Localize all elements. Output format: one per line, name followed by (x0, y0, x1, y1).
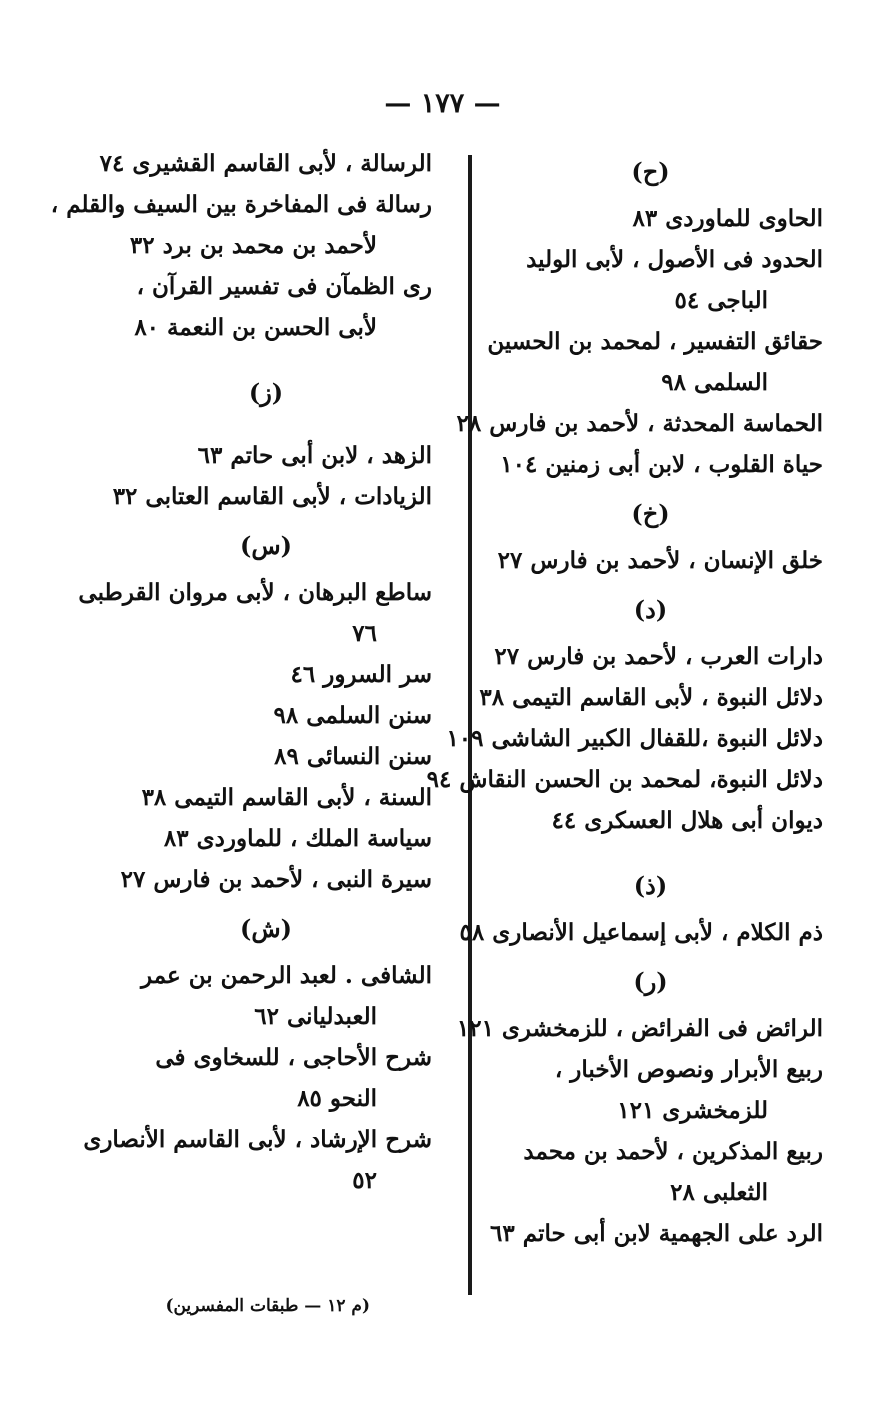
index-entry-continuation: الباجى ٥٤ (674, 287, 768, 314)
index-entry: رسالة فى المفاخرة بين السيف والقلم ، (50, 191, 432, 218)
section-heading-sin: (س) (239, 531, 292, 560)
index-entry: الرسالة ، لأبى القاسم القشيرى ٧٤ (99, 150, 432, 177)
right-column (426, 143, 823, 1254)
index-entry-continuation: ٥٢ (352, 1167, 377, 1194)
index-entry-continuation: النحو ٨٥ (297, 1085, 377, 1112)
index-entry-continuation: لأبى الحسن بن النعمة ٨٠ (134, 314, 377, 341)
index-entry-continuation: السلمى ٩٨ (661, 369, 768, 396)
index-entry-continuation: ٧٦ (352, 620, 377, 647)
page-footer-signature: (م ١٢ — طبقات المفسرين) (165, 1296, 370, 1316)
section-heading-shin: (ش) (239, 914, 292, 943)
index-entry: ديوان أبى هلال العسكرى ٤٤ (551, 807, 823, 834)
index-entry: خلق الإنسان ، لأحمد بن فارس ٢٧ (497, 547, 823, 574)
index-entry: سر السرور ٤٦ (290, 661, 432, 688)
section-heading-zay: (ز) (248, 378, 284, 407)
section-heading-ra: (ر) (633, 967, 668, 996)
index-entry-continuation: للزمخشرى ١٢١ (617, 1097, 768, 1124)
index-entry-continuation: لأحمد بن محمد بن برد ٣٢ (129, 232, 377, 259)
index-entry: دلائل النبوة ، لأبى القاسم التيمى ٣٨ (479, 684, 823, 711)
index-entry: دارات العرب ، لأحمد بن فارس ٢٧ (494, 643, 823, 670)
index-entry: ربيع المذكرين ، لأحمد بن محمد (523, 1138, 823, 1165)
index-entry: سياسة الملك ، للماوردى ٨٣ (163, 825, 432, 852)
index-entry: سنن النسائى ٨٩ (274, 743, 432, 770)
index-entry: حقائق التفسير ، لمحمد بن الحسين (487, 328, 823, 355)
section-heading-kha: (خ) (631, 499, 670, 528)
index-entry: الرائض فى الفرائض ، للزمخشرى ١٢١ (456, 1015, 823, 1042)
section-heading-dhal: (ذ) (633, 871, 668, 900)
index-entry: الحاوى للماوردى ٨٣ (632, 205, 823, 232)
index-entry: سنن السلمى ٩٨ (273, 702, 432, 729)
index-entry: ذم الكلام ، لأبى إسماعيل الأنصارى ٥٨ (459, 919, 823, 946)
section-heading-dal: (د) (633, 595, 668, 624)
index-entry: حياة القلوب ، لابن أبى زمنين ١٠٤ (500, 451, 823, 478)
index-entry: الحدود فى الأصول ، لأبى الوليد (526, 246, 823, 273)
index-entry: شرح الإرشاد ، لأبى القاسم الأنصارى (83, 1126, 432, 1153)
index-entry: دلائل النبوة، لمحمد بن الحسن النقاش ٩٤ (426, 766, 823, 793)
index-entry: ساطع البرهان ، لأبى مروان القرطبى (78, 579, 432, 606)
index-entry: ربيع الأبرار ونصوص الأخبار ، (554, 1056, 823, 1083)
index-entry: السنة ، لأبى القاسم التيمى ٣٨ (141, 784, 432, 811)
index-entry: سيرة النبى ، لأحمد بن فارس ٢٧ (120, 866, 432, 893)
index-entry: الزيادات ، لأبى القاسم العتابى ٣٢ (112, 483, 432, 510)
left-column (50, 143, 432, 1201)
index-entry-continuation: العبدليانى ٦٢ (254, 1003, 377, 1030)
section-heading-ha: (ح) (631, 157, 670, 186)
index-entry: الحماسة المحدثة ، لأحمد بن فارس ٢٨ (456, 410, 823, 437)
index-entry: شرح الأحاجى ، للسخاوى فى (155, 1044, 432, 1071)
index-entry: الشافى . لعبد الرحمن بن عمر (141, 962, 432, 989)
index-entry: الرد على الجهمية لابن أبى حاتم ٦٣ (490, 1220, 823, 1247)
index-entry: رى الظمآن فى تفسير القرآن ، (136, 273, 432, 300)
index-entry: الزهد ، لابن أبى حاتم ٦٣ (197, 442, 432, 469)
index-entry-continuation: الثعلبى ٢٨ (670, 1179, 768, 1206)
index-entry: دلائل النبوة ،للقفال الكبير الشاشى ١٠٩ (446, 725, 823, 752)
page-number: — ١٧٧ — (384, 88, 501, 119)
